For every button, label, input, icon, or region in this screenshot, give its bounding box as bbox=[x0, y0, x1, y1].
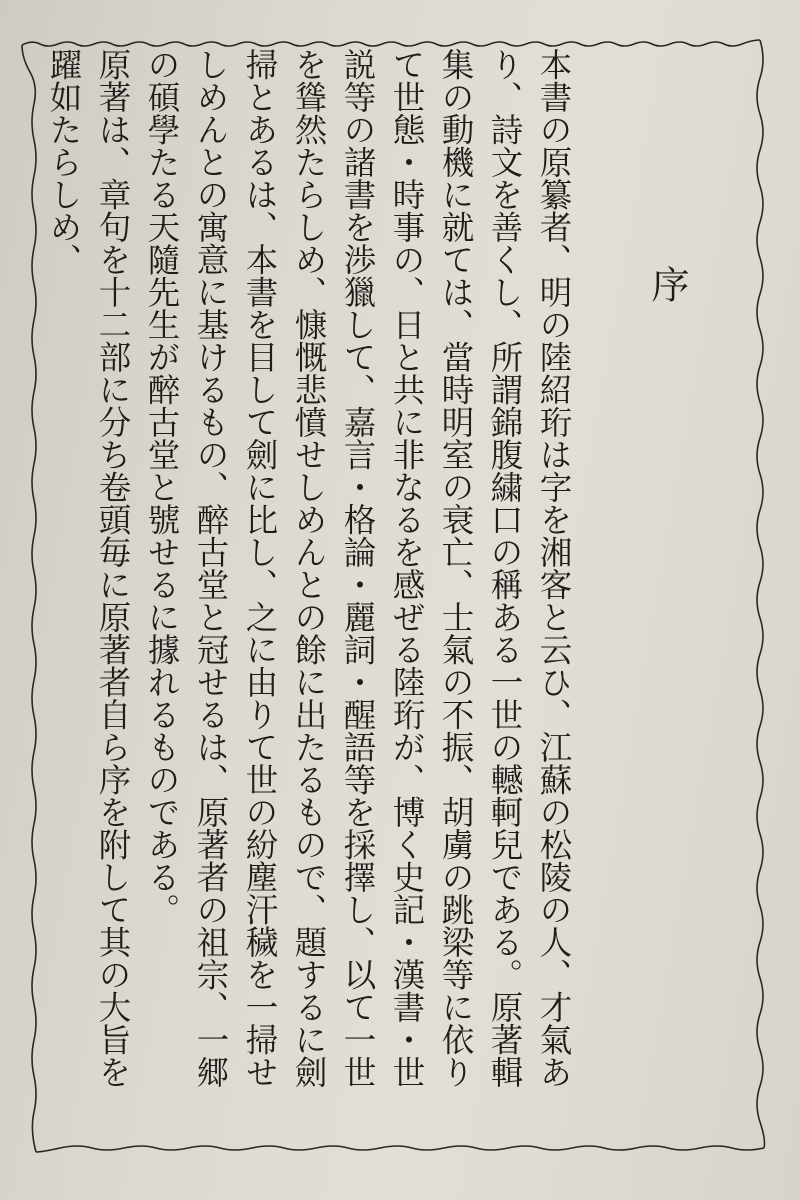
paragraph-2: 原著は、章句を十二部に分ち卷頭毎に原著者自ら序を附して其の大旨を躍如たらしめ、 bbox=[45, 48, 132, 1088]
preface-body bbox=[45, 48, 578, 1116]
preface-title: 序 bbox=[645, 265, 689, 303]
paragraph-1: 本書の原纂者、明の陸紹珩は字を湘客と云ひ、江蘇の松陵の人、才氣あり、詩文を善くし、所謂錦腹繍口の稱ある一世の轗軻兒である。原著輯集の動機に就ては、當時明室の衰亡、士氣の不振、胡虜の跳梁等に依りて世態・時事の、日と共に非なるを感ぜる陸珩が、博く史記・漢書・世説等の諸書を渉獵して、嘉言・格論・麗詞・醒語等を採擇し、以て一世を聳然たらしめ、慷慨悲憤せしめんとの餘に出たるもので、題するに劍掃とあるは、本書を目して劍に比し、之に由りて世の紛塵汗穢を一掃せしめんとの寓意に基けるもの、醉古堂と冠せるは、原著者の祖宗、一郷の碩學たる天隨先生が醉古堂と號せるに據れるものである。 bbox=[143, 48, 573, 1088]
